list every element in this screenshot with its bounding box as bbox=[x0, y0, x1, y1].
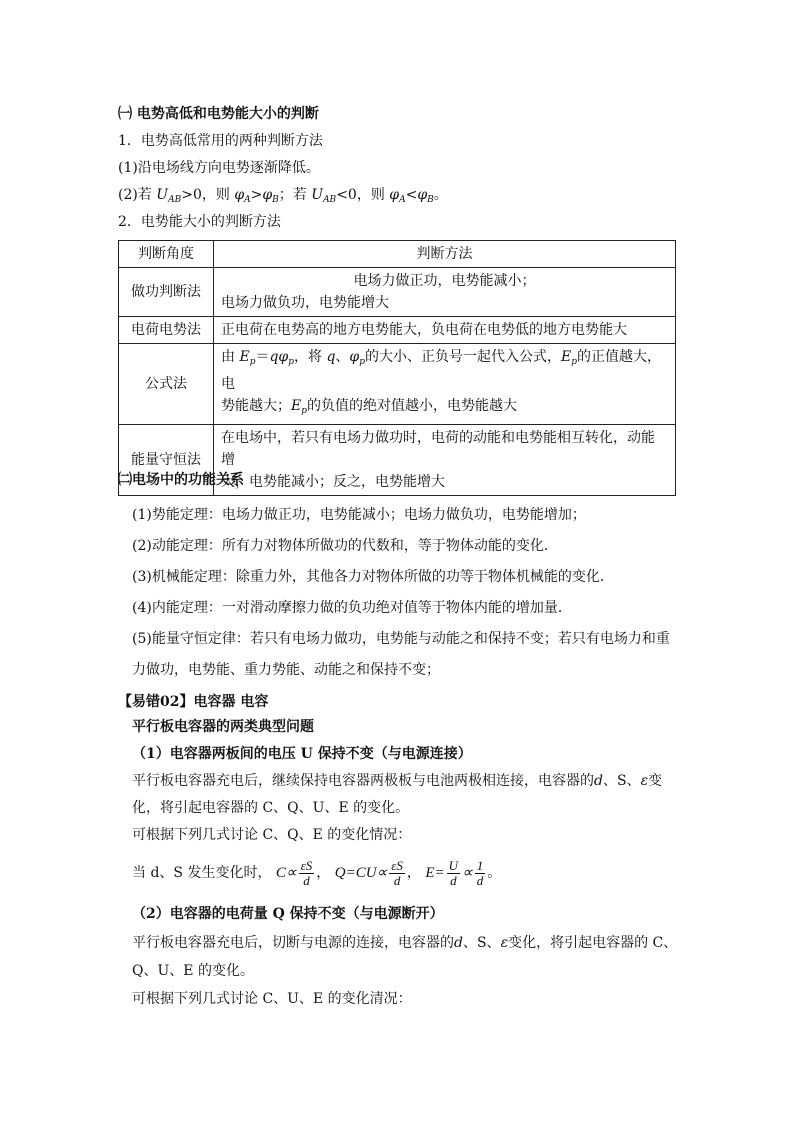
table-row bbox=[119, 344, 676, 425]
subheading-capacitor-problems: 平行板电容器的两类典型问题 bbox=[132, 719, 314, 735]
section-heading-potential: ㈠ 电势高低和电势能大小的判断 bbox=[118, 106, 319, 122]
table-header-row bbox=[119, 241, 676, 268]
table-cell-method: 电场力做正功，电势能减小； 电场力做负功，电势能增大 bbox=[214, 268, 676, 317]
section-heading-work-energy: ㈡电场中的功能关系 bbox=[118, 472, 244, 488]
case-2-line-1: 平行板电容器充电后，切断与电源的连接，电容器的d、S、ε变化，将引起电容器的 C、 bbox=[132, 935, 678, 951]
item-1-b: (2)若 $U_{AB}>0$，则 $\varphi_A>\varphi_B$；若 $U_{AB}<0$，则 $\varphi_A<\varphi_B$。 bbox=[118, 187, 448, 205]
table-cell-angle: 电荷电势法 bbox=[119, 317, 214, 344]
list-item: (2)动能定理：所有力对物体所做功的代数和，等于物体动能的变化． bbox=[132, 538, 558, 554]
table-cell-method: 正电荷在电势高的地方电势能大，负电荷在电势低的地方电势能大 bbox=[214, 317, 676, 344]
table-cell-method: 由 $E_p=q\varphi_p$，将 q、$\varphi_p$的大小、正负号一起代入公式，$E_p$的正值越大，电 势能越大；$E_p$的负值的绝对值越小，电势能越大 bbox=[214, 344, 676, 425]
item-1-a: (1)沿电场线方向电势逐渐降低。 bbox=[118, 160, 320, 176]
table-cell-method: 在电场中，若只有电场力做功时，电荷的动能和电势能相互转化，动能增 大，电势能减小；反之，电势能增大 bbox=[214, 425, 676, 496]
item-2-title: 2．电势能大小的判断方法 bbox=[118, 214, 281, 230]
case-2-line-3: 可根据下列几式讨论 C、U、E 的变化清况： bbox=[132, 991, 412, 1007]
table-cell-angle: 做功判断法 bbox=[119, 268, 214, 317]
case-1-line-3: 可根据下列几式讨论 C、Q、E 的变化情况： bbox=[132, 827, 412, 843]
case-2-line-2: Q、U、E 的变化。 bbox=[132, 963, 254, 979]
potential-energy-table bbox=[118, 240, 676, 496]
formula-q: Q=CU∝ $\frac{\varepsilon S}{d}$ bbox=[334, 858, 403, 889]
list-item: (1)势能定理：电场力做正功，电势能减小；电场力做负功，电势能增加； bbox=[132, 507, 586, 523]
table-cell-angle: 能量守恒法 bbox=[119, 425, 214, 496]
list-item: (3)机械能定理：除重力外，其他各力对物体所做的功等于物体机械能的变化． bbox=[132, 569, 614, 585]
formula-e: E= $\frac{U}{d}$ ∝ $\frac{1}{d}$ bbox=[425, 858, 484, 889]
table-header-method: 判断方法 bbox=[214, 241, 676, 268]
case-1-title: （1）电容器两板间的电压 U 保持不变（与电源连接） bbox=[132, 746, 472, 762]
list-item: (5)能量守恒定律：若只有电场力做功，电势能与动能之和保持不变；若只有电场力和重 bbox=[132, 631, 670, 647]
section-heading-capacitor: 【易错02】电容器 电容 bbox=[118, 694, 269, 710]
table-row bbox=[119, 268, 676, 317]
case-1-line-2: 化，将引起电容器的 C、Q、U、E 的变化。 bbox=[132, 800, 410, 816]
table-row bbox=[119, 317, 676, 344]
item-1-title: 1．电势高低常用的两种判断方法 bbox=[118, 133, 323, 149]
case-1-line-1: 平行板电容器充电后，继续保持电容器两极板与电池两极相连接，电容器的d、S、ε变 bbox=[132, 773, 663, 789]
list-item: (4)内能定理：一对滑动摩擦力做的负功绝对值等于物体内能的增加量． bbox=[132, 600, 572, 616]
table-cell-angle: 公式法 bbox=[119, 344, 214, 425]
list-item: 力做功，电势能、重力势能、动能之和保持不变； bbox=[132, 662, 440, 678]
table-header-angle: 判断角度 bbox=[119, 241, 214, 268]
formula-c: C∝ $\frac{\varepsilon S}{d}$ bbox=[275, 858, 313, 889]
case-1-formula-line: 当 d、S 发生变化时， C∝ $\frac{\varepsilon S}{d}$ ， Q=CU∝ $\frac{\varepsilon S}{d}$ ， E= $\frac{U}{d}$ ∝ $\frac{1}{d}$ 。 bbox=[132, 858, 502, 889]
case-2-title: （2）电容器的电荷量 Q 保持不变（与电源断开） bbox=[132, 906, 444, 922]
